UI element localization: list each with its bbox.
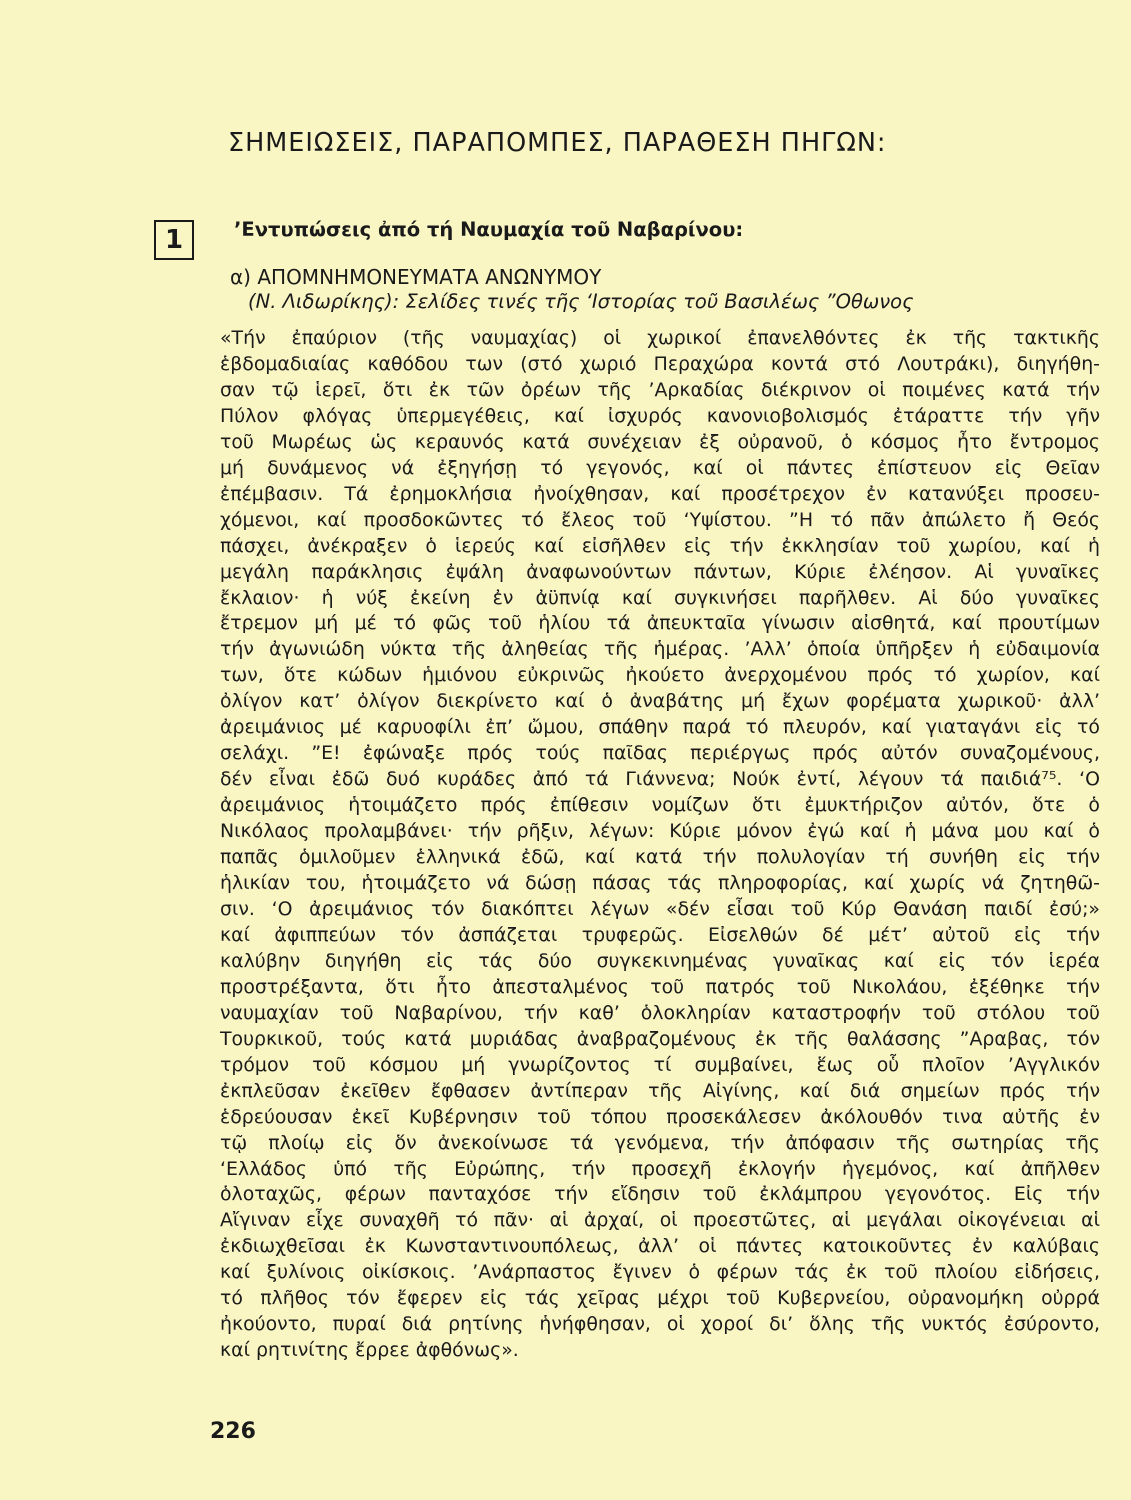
body-line: καί ρητινίτης ἔρρεε ἀφθόνως». [220, 1339, 519, 1362]
note-number-box [154, 220, 194, 260]
body-line: ἐκδιωχθεῖσαι ἐκ Κωνσταντινουπόλεως, ἀλλ’ οἱ πάντες κατοικοῦντες ἐν καλύβαις [220, 1235, 1100, 1258]
body-line: ὀλίγον κατ’ ὀλίγον διεκρίνετο καί ὁ ἀναβάτης μή ἔχων φορέματα χωρικοῦ· ἀλλ’ [220, 690, 1100, 713]
body-line: ἠκούοντο, πυραί διά ρητίνης ἡνήφθησαν, οἱ χοροί δι’ ὅλης τῆς νυκτός ἐσύροντο, [220, 1313, 1100, 1336]
body-line: ἡλικίαν του, ἡτοιμάζετο νά δώσῃ πάσας τάς πληροφορίας, καί χωρίς νά ζητηθῶ- [220, 872, 1100, 895]
body-line: ὁλοταχῶς, φέρων πανταχόσε τήν εἴδησιν τοῦ ἐκλάμπρου γεγονότος. Εἰς τήν [220, 1183, 1100, 1206]
body-line: πάσχει, ἀνέκραξεν ὁ ἱερεύς καί εἰσῆλθεν εἰς τήν ἐκκλησίαν τοῦ χωρίου, καί ἡ [220, 534, 1100, 557]
body-line: ἔκλαιον· ἡ νύξ ἐκείνη ἐν ἀϋπνίᾳ καί συγκινήσει παρῆλθεν. Αἱ δύο γυναῖκες [220, 586, 1100, 609]
subsection-heading: α) ΑΠΟΜΝΗΜΟΝΕΥΜΑΤΑ ΑΝΩΝΥΜΟΥ [230, 265, 602, 289]
body-line: ἀρειμάνιος ἡτοιμάζετο πρός ἐπίθεσιν νομίζων ὅτι ἐμυκτήριζον αὐτόν, ὅτε ὁ [220, 794, 1100, 817]
page-number: 226 [210, 1419, 256, 1444]
body-line: ἐκπλεῦσαν ἐκεῖθεν ἔφθασεν ἀντίπεραν τῆς Αἰγίνης, καί διά σημείων πρός τήν [220, 1079, 1100, 1102]
body-line: Νικόλαος προλαμβάνει· τήν ρῆξιν, λέγων: Κύριε μόνον ἐγώ καί ἡ μάνα μου καί ὁ [220, 820, 1100, 843]
body-line: Αἴγιναν εἶχε συναχθῆ τό πᾶν· αἱ ἀρχαί, οἱ προεστῶτες, αἱ μεγάλαι οἰκογένειαι αἱ [220, 1209, 1100, 1232]
body-line: ἐπέμβασιν. Τά ἐρημοκλήσια ἠνοίχθησαν, καί προσέτρεχον ἐν κατανύξει προσευ- [220, 482, 1100, 505]
body-line: Πύλον φλόγας ὑπερμεγέθεις, καί ἰσχυρός κανονιοβολισμός ἐτάραττε τήν γῆν [220, 404, 1100, 427]
note-number: 1 [164, 225, 184, 255]
section-heading: ’Εντυπώσεις ἀπό τή Ναυμαχία τοῦ Ναβαρίνου: [234, 218, 744, 241]
body-line: προστρέξαντα, ὅτι ἦτο ἀπεσταλμένος τοῦ πατρός τοῦ Νικολάου, ἐξέθηκε τήν [220, 975, 1100, 998]
body-line: μεγάλη παράκλησις ἐψάλη ἀναφωνούντων πάντων, Κύριε ἐλέησον. Αἱ γυναῖκες [220, 560, 1100, 583]
body-line: τρόμον τοῦ κόσμου μή γνωρίζοντος τί συμβαίνει, ἕως οὗ πλοῖον ’Αγγλικόν [220, 1053, 1100, 1076]
body-line: καί ἀφιππεύων τόν ἀσπάζεται τρυφερῶς. Εἰσελθών δέ μέτ’ αὐτοῦ εἰς τήν [220, 923, 1100, 946]
body-line: σελάχι. ”Ε! ἐφώναξε πρός τούς παῖδας περιέργως πρός αὐτόν συναζομένους, [220, 742, 1100, 765]
body-line: ἑβδομαδιαίας καθόδου των (στό χωριό Περαχώρα κοντά στό Λουτράκι), διηγήθη- [220, 352, 1100, 375]
body-line: «Τήν ἐπαύριον (τῆς ναυμαχίας) οἱ χωρικοί ἐπανελθόντες ἐκ τῆς τακτικῆς [220, 327, 1100, 349]
body-line: χόμενοι, καί προσδοκῶντες τό ἔλεος τοῦ ‘Υψίστου. ”Η τό πᾶν ἀπώλετο ἤ Θεός [220, 508, 1100, 531]
body-line: καλύβην διηγήθη εἰς τάς δύο συγκεκινημένας γυναῖκας καί εἰς τόν ἱερέα [220, 949, 1100, 972]
body-line: τῷ πλοίῳ εἰς ὅν ἀνεκοίνωσε τά γενόμενα, τήν ἀπόφασιν τῆς σωτηρίας τῆς [220, 1131, 1100, 1154]
body-line: Τουρκικοῦ, τούς κατά μυριάδας ἀναβραζομένους ἐκ τῆς θαλάσσης ”Αραβας, τόν [220, 1027, 1100, 1050]
body-line: ἀρειμάνιος μέ καρυοφίλι ἐπ’ ὤμου, σπάθην παρά τό πλευρόν, καί γιαταγάνι εἰς τό [220, 716, 1100, 739]
page-title: ΣΗΜΕΙΩΣΕΙΣ, ΠΑΡΑΠΟΜΠΕΣ, ΠΑΡΑΘΕΣΗ ΠΗΓΩΝ: [228, 128, 887, 158]
body-line: σαν τῷ ἱερεῖ, ὅτι ἐκ τῶν ὀρέων τῆς ’Αρκαδίας διέκρινον οἱ ποιμένες κατά τήν [220, 378, 1100, 401]
body-line: σιν. ‘Ο ἀρειμάνιος τόν διακόπτει λέγων «δέν εἶσαι τοῦ Κύρ Θανάση παιδί ἐσύ;» [220, 897, 1100, 920]
body-line: τοῦ Μωρέως ὡς κεραυνός κατά συνέχειαν ἐξ οὐρανοῦ, ὁ κόσμος ἦτο ἔντρομος [220, 430, 1100, 453]
body-line: ‘Ελλάδος ὑπό τῆς Εὐρώπης, τήν προσεχῆ ἐκλογήν ἡγεμόνος, καί ἀπῆλθεν [220, 1157, 1100, 1180]
body-line: δέν εἶναι ἐδῶ δυό κυράδες ἀπό τά Γιάννενα; Νούκ ἐντί, λέγουν τά παιδιά⁷⁵. ‘Ο [220, 768, 1100, 791]
body-line: τήν ἀγωνιώδη νύκτα τῆς ἀληθείας τῆς ἡμέρας. ’Αλλ’ ὁποία ὑπῆρξεν ἡ εὐδαιμονία [220, 638, 1100, 661]
body-line: ἑδρεύουσαν ἐκεῖ Κυβέρνησιν τοῦ τόπου προσεκάλεσεν ἀκόλουθόν τινα αὐτῆς ἐν [220, 1105, 1100, 1128]
body-line: τό πλῆθος τόν ἔφερεν εἰς τάς χεῖρας μέχρι τοῦ Κυβερνείου, οὐρανομήκη οὐρρά [220, 1287, 1100, 1310]
body-line: ναυμαχίαν τοῦ Ναβαρίνου, τήν καθ’ ὁλοκληρίαν καταστροφήν τοῦ στόλου τοῦ [220, 1001, 1100, 1024]
source-citation: (Ν. Λιδωρίκης): Σελίδες τινές τῆς ‘Ιστορίας τοῦ Βασιλέως ”Οθωνος [248, 290, 914, 313]
body-line: των, ὅτε κώδων ἡμιόνου εὐκρινῶς ἠκούετο ἀνερχομένου πρός τό χωρίον, καί [220, 664, 1100, 687]
body-line: ἔτρεμον μή μέ τό φῶς τοῦ ἡλίου τά ἀπευκταῖα γίνωσιν αἰσθητά, καί προυτίμων [220, 612, 1100, 635]
body-line: μή δυνάμενος νά ἐξηγήσῃ τό γεγονός, καί οἱ πάντες ἐπίστευον εἰς Θεῖαν [220, 456, 1100, 479]
body-line: παπᾶς ὁμιλοῦμεν ἑλληνικά ἐδῶ, καί κατά τήν πολυλογίαν τή συνήθη εἰς τήν [220, 846, 1100, 869]
body-text [220, 326, 1100, 1364]
body-line: καί ξυλίνοις οἰκίσκοις. ’Ανάρπαστος ἔγινεν ὁ φέρων τάς ἐκ τοῦ πλοίου εἰδήσεις, [220, 1261, 1100, 1284]
